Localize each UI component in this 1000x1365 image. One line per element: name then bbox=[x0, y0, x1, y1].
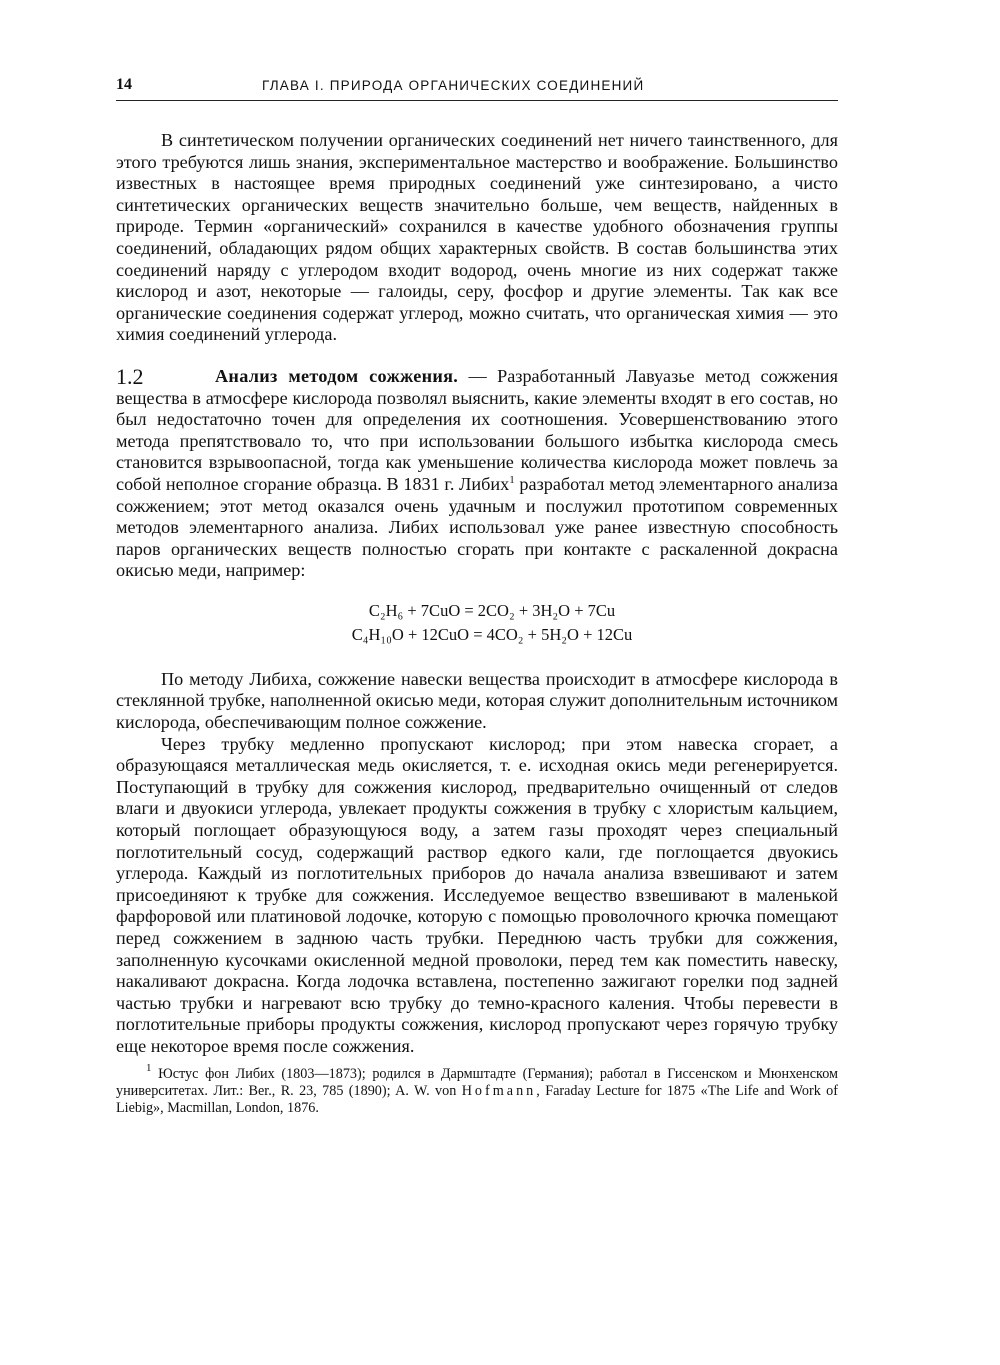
liebig-method-paragraph: По методу Либиха, сожжение навески вещества происходит в атмосфере кислорода в стеклянной трубке, наполненной окисью меди, которая служит дополнительным источником кислорода, обеспечивающим полное сожжение. bbox=[116, 668, 838, 733]
section-dash: — bbox=[458, 365, 498, 386]
equation-butanol: C₄H₁₀O + 12CuO = 4CO₂ + 5H₂O + 12Cu bbox=[351, 624, 633, 644]
section-1-2 bbox=[116, 363, 839, 582]
footnote-reference: 1 bbox=[509, 473, 515, 486]
equation-ethane: C₂H₆ + 7CuO = 2CO₂ + 3H₂O + 7Cu bbox=[368, 600, 616, 620]
running-title: ГЛАВА I. ПРИРОДА ОРГАНИЧЕСКИХ СОЕДИНЕНИЙ bbox=[262, 78, 645, 93]
footnote-mark: 1 bbox=[146, 1061, 152, 1074]
page-number: 14 bbox=[116, 76, 132, 93]
intro-paragraph: В синтетическом получении органических соединений нет ничего таинственного, для этого требуются лишь знания, экспериментальное мастерство и воображение. Большинство известных в настоящее время природных соединений уже синтезировано, а чисто синтетических органических веществ значительно больше, чем веществ, найденных в природе. Термин «органический» сохранился в качестве удобного обозначения группы соединений, обладающих рядом общих характерных свойств. В состав большинства этих соединений наряду с углеродом входит водород, очень многие из них содержат также кислород и азот, некоторые — галоиды, серу, фосфор и другие элементы. Так как все органические соединения содержат углерод, можно считать, что органическая химия — это химия соединений углерода. bbox=[116, 130, 838, 345]
section-paragraph bbox=[116, 363, 839, 582]
footnote bbox=[116, 1061, 838, 1117]
section-number: 1.2 bbox=[116, 363, 144, 389]
procedure-paragraph: Через трубку медленно пропускают кислород; при этом навеска сгорает, а образующаяся металлическая медь окисляется, т. е. исходная окись меди регенерируется. Поступающий в трубку для сожжения кислород, предварительно очищенный от следов влаги и двуокиси углерода, увлекает продукты сожжения в трубку с хлористым кальцием, который поглощает образующуюся воду, а затем газы проходят через специальный поглотительный сосуд, содержащий раствор едкого кали, где поглощается двуокись углерода. Каждый из поглотительных приборов до начала анализа взвешивают и затем присоединяют к трубке для сожжения. Исследуемое вещество взвешивают в маленькой фарфоровой или платиновой лодочке, которую с помощью проволочного крючка помещают перед сожжением в заднюю часть трубки. Переднюю часть трубки для сожжения, заполненную кусочками окисленной медной проволоки, перед тем как поместить навеску, накаливают докрасна. Когда лодочка вставлена, постепенно зажигают горелки под задней частью трубки и нагревают всю трубку до темно-красного каления. Чтобы перевести в поглотительные приборы продукты сожжения, кислород пропускают через горячую трубку еще некоторое время после сожжения. bbox=[116, 733, 838, 1056]
book-page bbox=[116, 70, 838, 1131]
footnote-author: Hofmann bbox=[461, 1082, 537, 1099]
section-text-part2: разработал метод элементарного анализа сожжением; этот метод оказался очень удачным и послужил прототипом современных методов элементарного анализа. Либих использовал уже ранее известную способность паров органических веществ полностью сгорать при контакте с раскаленной докрасна окисью меди, например: bbox=[116, 473, 839, 581]
section-title: Анализ методом сожжения. bbox=[215, 365, 459, 386]
footnote-text-b: , Faraday Lecture for 1875 «The Life and Work of Liebig», Macmillan, London, 1876. bbox=[116, 1082, 838, 1116]
section-text-part1: Разработанный Лавуазье метод сожжения вещества в атмосфере кислорода позволял выяснить, какие элементы входят в его состав, но был недостаточно точен для определения их соотношения. Усовершенствованию этого метода препятствовало то, что при использовании большого избытка кислорода смесь становится взрывоопасной, тогда как уменьшение количества кислорода может повлечь за собой неполное сгорание образца. В 1831 г. Либих bbox=[116, 365, 839, 494]
footnote-text-a: Юстус фон Либих (1803—1873); родился в Дармштадте (Германия); работал в Гиссенском и Мюнхенском университетах. Лит.: Ber., R. 23, 785 (1890); A. W. von bbox=[116, 1065, 838, 1099]
running-head bbox=[116, 70, 838, 101]
equations-block bbox=[116, 599, 838, 647]
